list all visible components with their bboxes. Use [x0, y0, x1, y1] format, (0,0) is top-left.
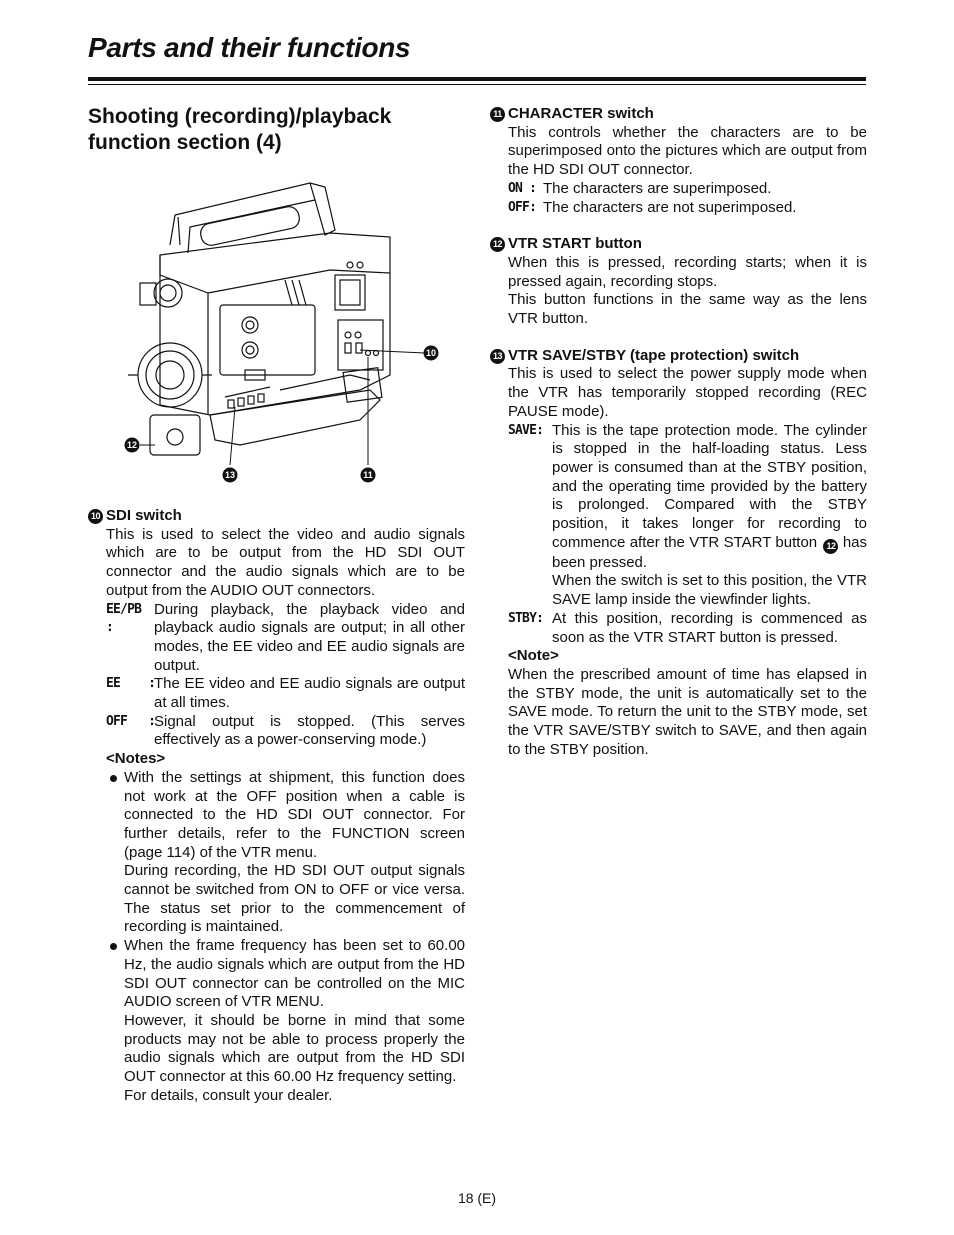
item-number-badge: 13 [490, 349, 505, 364]
item-12-description-2: This button functions in the same way as the lens VTR button. [508, 291, 867, 328]
item-10-heading [88, 507, 465, 526]
title-rule [88, 77, 866, 81]
option-row [106, 713, 465, 750]
item-13-title: VTR SAVE/STBY (tape protection) switch [508, 346, 800, 364]
option-key: SAVE: [508, 422, 544, 438]
item-10-title: SDI switch [106, 507, 182, 524]
camera-illustration [120, 175, 450, 495]
note-paragraph: During recording, the HD SDI OUT output signals cannot be switched from ON to OFF or vice versa. The status set prior to the commencement of recording is maintained. [124, 862, 465, 936]
camera-drawing [120, 175, 450, 495]
option-key: OFF : [106, 713, 156, 729]
option-row [508, 422, 867, 610]
left-column [88, 507, 465, 1106]
right-column [490, 105, 867, 760]
item-10-description: This is used to select the video and audio signals which are to be output from the HD SDI OUT connector and the audio signals which are to be output from the AUDIO OUT connectors. [106, 525, 465, 599]
option-row [508, 610, 867, 647]
option-text: At this position, recording is commenced as soon as the VTR START button is pressed. [552, 609, 867, 646]
item-13-heading [490, 347, 867, 366]
item-number-badge: 11 [490, 107, 505, 122]
option-key: EE/PB : [106, 601, 142, 636]
note-text: When the prescribed amount of time has elapsed in the STBY mode, the unit is automatically set to the SAVE mode. To return the unit to the STBY mode, set the VTR SAVE/STBY switch to SAVE, and then again to the STBY position. [508, 665, 867, 758]
option-key: ON : [508, 180, 537, 196]
callout-13-label: 13 [224, 470, 236, 480]
item-11-title: CHARACTER switch [508, 105, 654, 122]
item-11-heading [490, 105, 867, 124]
option-text: Signal output is stopped. (This serves effectively as a power-conserving mode.) [154, 712, 465, 749]
option-row [106, 675, 465, 712]
option-key: STBY: [508, 610, 544, 626]
option-key: EE : [106, 676, 156, 692]
note-paragraph: However, it should be borne in mind that some products may not be able to process properly the audio signals which are output from the HD SDI OUT connector at this 60.00 Hz frequency setting. [124, 1011, 465, 1086]
item-11-description: This controls whether the characters are to be superimposed onto the pictures which are output from the HD SDI OUT connector. [508, 123, 867, 179]
title-rule-thin [88, 84, 866, 85]
option-key: OFF: [508, 199, 537, 215]
page-number: 18 (E) [457, 1190, 497, 1206]
item-number-badge: 12 [490, 237, 505, 252]
option-text: The EE video and EE audio signals are output at all times. [154, 675, 465, 712]
item-12-title: VTR START button [508, 235, 642, 253]
option-row [508, 199, 867, 218]
callout-12-label: 12 [126, 440, 138, 450]
option-text [552, 422, 867, 573]
bullet-dot-icon [110, 943, 117, 950]
option-text: The characters are not superimposed. [543, 198, 797, 216]
note-bullet [106, 769, 465, 937]
item-reference-badge: 12 [823, 539, 838, 554]
save-text: This is the tape protection mode. The cylinder is stopped in the half-loading status. Less power is consumed than at the STBY position, and the operating time provided by the battery is prolonged. Compared with the STBY position, it takes longer for recording to commence after the VTR START button [552, 421, 867, 551]
option-row [508, 180, 867, 199]
callout-11-label: 11 [363, 470, 373, 480]
item-number-badge: 10 [88, 509, 103, 524]
section-heading: Shooting (recording)/playback function section (4) [88, 105, 392, 154]
page-title: Parts and their functions [88, 32, 411, 63]
item-12-heading [490, 235, 867, 254]
notes-label: <Notes> [106, 750, 166, 768]
option-text: The characters are superimposed. [543, 179, 772, 197]
note-paragraph: When the frame frequency has been set to 60.00 Hz, the audio signals which are output from the HD SDI OUT connector can be controlled on the MIC AUDIO screen of VTR MENU. [124, 937, 465, 1011]
note-paragraph: With the settings at shipment, this function does not work at the OFF position when a cable is connected to the HD SDI OUT connector. For further details, refer to the FUNCTION screen (page 114) of the VTR menu. [124, 768, 465, 861]
option-row [106, 601, 465, 676]
note-label: <Note> [508, 647, 559, 665]
callout-10-label: 10 [425, 348, 437, 358]
option-text: During playback, the playback video and playback audio signals are output; in all other modes, the EE video and EE audio signals are output. [154, 600, 465, 674]
note-bullet [106, 937, 465, 1105]
note-paragraph: For details, consult your dealer. [124, 1086, 333, 1104]
bullet-dot-icon [110, 775, 117, 782]
item-12-description: When this is pressed, recording starts; when it is pressed again, recording stops. [508, 253, 867, 290]
item-13-description: This is used to select the power supply mode when the VTR has temporarily stopped recording (REC PAUSE mode). [508, 365, 867, 420]
save-text-end: has been pressed. [552, 533, 868, 571]
option-text: When the switch is set to this position, the VTR SAVE lamp inside the viewfinder lights. [552, 572, 867, 609]
